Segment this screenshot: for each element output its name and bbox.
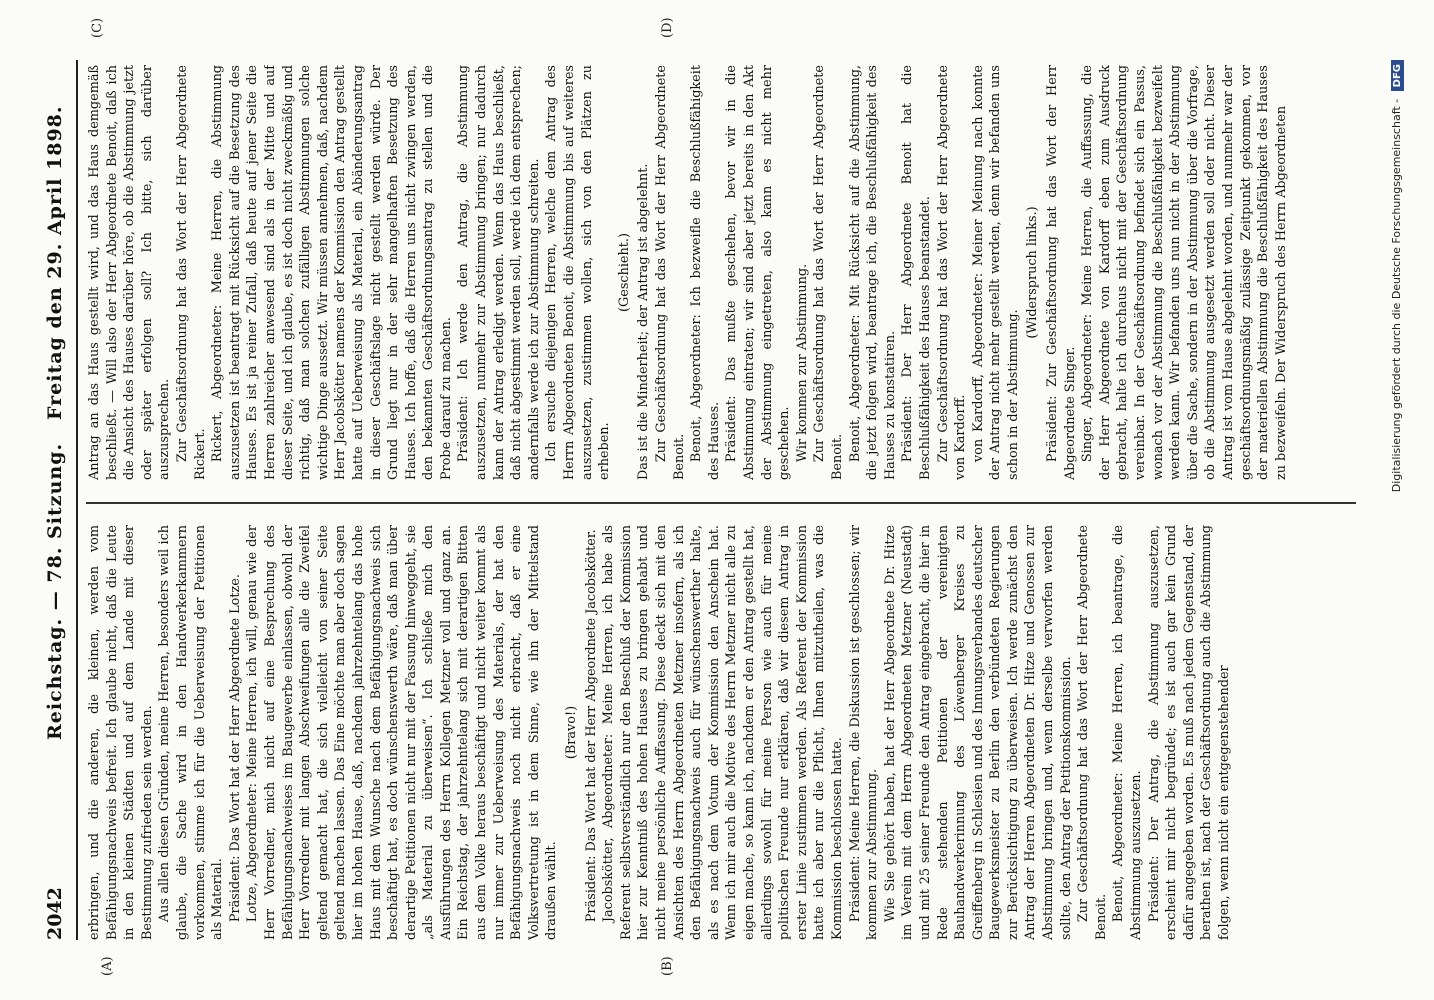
- paragraph: Präsident: Zur Geschäftsordnung hat das Wort der Herr Abgeordnete Singer.: [1045, 65, 1078, 480]
- paragraph: Benoit, Abgeordneter: Meine Herren, ich beantrage, die Abstimmung auszusetzen.: [1111, 525, 1145, 940]
- paragraph: Zur Geschäftsordnung hat das Wort der Herr Abgeordnete von Kardorff.: [935, 65, 969, 480]
- paragraph: Präsident: Das Wort hat der Herr Abgeordnete Lotze.: [227, 574, 243, 923]
- paragraph: Benoit, Abgeordneter: Ich bezweifle die Beschlußfähigkeit des Hauses.: [689, 65, 722, 480]
- credit-text: Digitalisierung gefördert durch die Deutsche Forschungsgemeinschaft -: [1390, 98, 1403, 493]
- paragraph: Zur Geschäftsordnung hat das Wort der Herr Abgeordnete Benoit.: [812, 65, 845, 480]
- paragraph: Wir kommen zur Abstimmung.: [794, 263, 810, 463]
- dfg-logo: DFG: [1391, 60, 1404, 91]
- paragraph: Präsident: Meine Herren, die Diskussion ist geschlossen; wir kommen zur Abstimmung.: [847, 525, 881, 940]
- paragraph: Zur Geschäftsordnung hat das Wort der Herr Abgeordnete Rickert.: [174, 65, 208, 480]
- right-text-column: [86, 65, 1356, 480]
- margin-mark-a: (A): [100, 956, 115, 976]
- page-header: [36, 60, 78, 940]
- running-head-right: Freitag den 29. April 1898.: [44, 105, 66, 420]
- paragraph: Jacobskötter, Abgeordneter: Meine Herren, ich habe als Referent selbstverständlich nur den Beschluß der Kommission hier zur Kenntniß des hohen Hauses zu bringen gehabt und nicht meine persönliche Auffassung. Diese deckt sich mit den Ansichten des Herrn Abgeordneten Metzner insofern, als ich den Befähigungsnachweis auch für wünschenswerther halte, als es nach dem Votum der Kommission den Anschein hat. Wenn ich mir auch die Motive des Herrn Metzner nicht alle zu eigen mache, so kann ich, nachdem er den Antrag gestellt hat, allerdings sowohl für meine Person wie auch für meine politischen Freunde nur erklären, daß wir diesem Antrag in erster Linie zustimmen werden. Als Referent der Kommission hatte ich aber nur die Pflicht, Ihnen mitzutheilen, was die Kommission beschlossen hatte.: [601, 525, 845, 940]
- page-number: 2042: [44, 887, 66, 940]
- paragraph: Zur Geschäftsordnung hat das Wort der Herr Abgeordnete Benoit.: [654, 65, 687, 480]
- digitization-credit: [1390, 60, 1410, 940]
- interjection: (Geschieht.): [616, 233, 632, 312]
- interjection: (Bravo!): [564, 705, 580, 760]
- margin-mark-b: (B): [660, 956, 675, 976]
- credit-line: [1390, 60, 1404, 492]
- paragraph: erbringen, und die anderen, die kleinen, werden vom Befähigungsnachweis befreit. Ich glaube nicht, daß die Leute in den kleinen Städten und auf dem Lande mit dieser Bestimmung zufrieden sein werden.: [87, 525, 155, 940]
- margin-mark-d: (D): [660, 17, 675, 38]
- running-head-left: Reichstag. — 78. Sitzung.: [44, 442, 66, 740]
- margin-mark-c: (C): [90, 17, 105, 38]
- left-text-column: [86, 525, 1356, 940]
- paragraph: Präsident: Ich werde den Antrag, die Abstimmung auszusetzen, nunmehr zur Abstimmung bringen; nur dadurch kann der Antrag erledigt werden. Wenn das Haus beschließt, daß nicht abgestimmt werden soll, werde ich dem entsprechen; andernfalls werde ich zur Abstimmung schreiten.: [456, 65, 542, 480]
- paragraph: Wie Sie gehört haben, hat der Herr Abgeordnete Dr. Hitze im Verein mit dem Herrn Abgeordneten Metzner (Neustadt) und mit 25 seiner Freunde den Antrag eingebracht, die hier in Rede stehenden Petitionen der vereinigten Bauhandwerkerinnung des Löwenberger Kreises zu Greiffenberg in Schlesien und des Innungsverbandes deutscher Baugewerksmeister zu Berlin den verbündeten Regierungen zur Berücksichtigung zu überweisen. Ich werde zunächst den Antrag der Herren Abgeordneten Dr. Hitze und Genossen zur Abstimmung bringen und, wenn derselbe verworfen werden sollte, den Antrag der Petitionskommission.: [882, 525, 1074, 940]
- paragraph: Lotze, Abgeordneter: Meine Herren, ich will, genau wie der Herr Vorredner, mich nicht auf eine Besprechung des Befähigungsnachweises im Baugewerbe einlassen, obwohl der Herr Vorredner mit langen Abschweifungen alle die Zweifel geltend gemacht hat, die sich vielleicht von seiner Seite geltend machen lassen. Das Eine möchte man aber doch sagen hier im hohen Hause, daß, nachdem jahrzehntelang das hohe Haus mit dem Wunsche nach dem Befähigungsnachweis sich beschäftigt hat, es doch wünschenswerth wäre, daß man über derartige Petitionen nicht nur mit der Fassung hinweggeht, sie „als Material zu überweisen“. Ich schließe mich den Ausführungen des Herrn Kollegen Metzner voll und ganz an. Ein Reichstag, der jahrzehntelang sich mit derartigen Bitten aus dem Volke heraus beschäftigt und nicht weiter kommt als nur immer zur Ueberweisung des Materials, der hat den Befähigungsnachweis noch nicht erbracht, daß er eine Volksvertretung ist in dem Sinne, wie ihn der Mittelstand draußen wählt.: [245, 525, 560, 940]
- interjection: (Widerspruch links.): [1025, 206, 1041, 339]
- paragraph: Singer, Abgeordneter: Meine Herren, die Auffassung, die der Herr Abgeordnete von Kardorff eben zum Ausdruck gebracht, halte ich durchaus nicht mit der Geschäftsordnung vereinbar. In der Geschäftsordnung befindet sich ein Passus, wonach vor der Abstimmung die Beschlußfähigkeit bezweifelt werden kann. Wir befanden uns nun nicht in der Abstimmung über die Sache, sondern in der Abstimmung über die Vorfrage, ob die Abstimmung ausgesetzt werden soll oder nicht. Dieser Antrag ist vom Hause abgelehnt worden, und nunmehr war der geschäftsordnungsmäßig zulässige Zeitpunkt gekommen, vor der materiellen Abstimmung die Beschlußfähigkeit des Hauses zu bezweifeln. Der Widerspruch des Herrn Abgeordneten: [1080, 65, 1289, 480]
- paragraph: Antrag an das Haus gestellt wird, und das Haus demgemäß beschließt. — Will also der Herr Abgeordnete Benoit, daß ich die Ansicht des Hauses darüber höre, ob die Abstimmung jetzt oder später erfolgen soll? Ich bitte, sich darüber auszusprechen.: [87, 65, 173, 480]
- column-divider: [86, 503, 1356, 505]
- paragraph: von Kardorff, Abgeordneter: Meiner Meinung nach konnte der Antrag nicht mehr gestellt werden, denn wir befanden uns schon in der Abstimmung.: [970, 65, 1021, 480]
- paragraph: Aus allen diesen Gründen, meine Herren, besonders weil ich glaube, die Sache wird in den Handwerkerkammern vorkommen, stimme ich für die Ueberweisung der Petitionen als Material.: [157, 525, 226, 940]
- paragraph: Präsident: Der Antrag, die Abstimmung auszusetzen, erscheint mir nicht begründet; es ist auch gar kein Grund dafür angegeben worden. Es muß nach jedem Gegenstand, der berathen ist, nach der Geschäftsordnung auch die Abstimmung folgen, wenn nicht ein entgegenstehender: [1146, 525, 1232, 940]
- paragraph: Präsident: Das mußte geschehen, bevor wir in die Abstimmung eintraten; wir sind aber jetzt bereits in den Akt der Abstimmung eingetreten, also kann es nicht mehr geschehen.: [724, 65, 793, 480]
- paragraph: Präsident: Der Herr Abgeordnete Benoit hat die Beschlußfähigkeit des Hauses beanstandet.: [900, 65, 933, 480]
- paragraph: Ich ersuche diejenigen Herren, welche dem Antrag des Herrn Abgeordneten Benoit, die Abstimmung bis auf weiteres auszusetzen, zustimmen wollen, sich von den Plätzen zu erheben.: [544, 65, 613, 480]
- paragraph: Rickert, Abgeordneter: Meine Herren, die Abstimmung auszusetzen ist beantragt mit Rücksicht auf die Besetzung des Hauses. Es ist ja reiner Zufall, daß heute auf jener Seite die Herren zahlreicher anwesend sind als in der Mitte und auf dieser Seite, und ich glaube, es ist doch nicht zweckmäßig und richtig, daß man solchen zufälligen Abstimmungen solche wichtige Dinge aussetzt. Wir müssen annehmen, daß, nachdem Herr Jacobskötter namens der Kommission den Antrag gestellt hatte auf Ueberweisung als Material, ein Abänderungsantrag in dieser Geschäftslage nicht gestellt werden würde. Der Grund liegt nur in der sehr mangelhaften Besetzung des Hauses. Ich hoffe, daß die Herren uns nicht zwingen werden, den bekannten Geschäftsordnungsantrag zu stellen und die Probe darauf zu machen.: [210, 65, 454, 480]
- paragraph: Zur Geschäftsordnung hat das Wort der Herr Abgeordnete Benoit.: [1076, 525, 1109, 940]
- paragraph: Präsident: Das Wort hat der Herr Abgeordnete Jacobskötter.: [583, 529, 599, 923]
- paragraph: Das ist die Minderheit; der Antrag ist abgelehnt.: [636, 163, 652, 480]
- paragraph: Benoit, Abgeordneter: Mit Rücksicht auf die Abstimmung, die jetzt folgen wird, beantrage ich, die Beschlußfähigkeit des Hauses zu konstatiren.: [847, 65, 898, 480]
